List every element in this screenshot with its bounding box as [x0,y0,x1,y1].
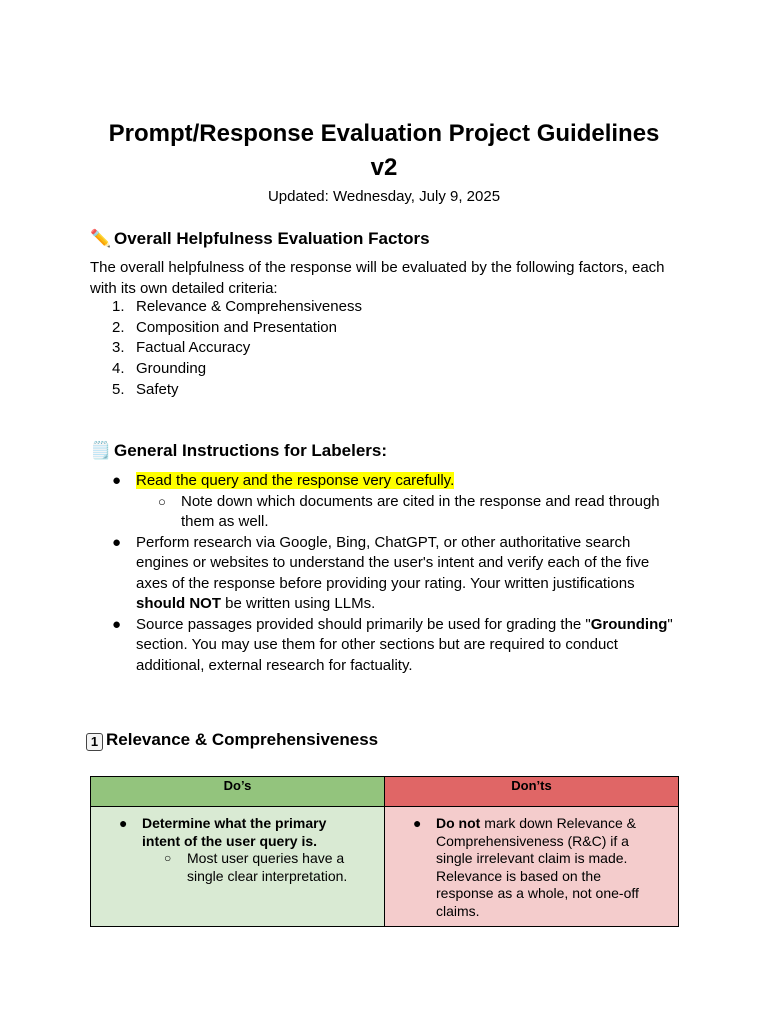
hollow-bullet-icon: ○ [164,851,172,865]
list-item: 1. Relevance & Comprehensiveness [112,298,362,315]
bullet-icon: ● [112,533,122,551]
instruction-list [90,471,690,676]
list-item [90,471,681,533]
heading-text: Relevance & Comprehensiveness [106,730,379,749]
factor-list [90,297,362,401]
list-item: ○ Most user queries have a single clear interpretation. [164,850,348,884]
bullet-icon: ● [413,815,422,831]
donts-cell [385,807,679,927]
section-heading-helpfulness-factors [90,228,430,250]
heading-text: Overall Helpfulness Evaluation Factors [114,229,430,248]
donts-header: Don’ts [385,777,679,807]
list-item: ● Perform research via Google, Bing, ChatGPT, or other authoritative search engines or websites to understand the user's intent and verify each of the five axes of the response before providing your rating. Your written justifications should NOT be written using LLMs. [112,533,650,612]
bullet-icon: ● [112,472,122,489]
hollow-bullet-icon: ○ [158,493,166,509]
list-item: 2. Composition and Presentation [112,318,337,336]
helpfulness-intro: The overall helpfulness of the response will be evaluated by the following factors, each with its own detailed criteria: [90,259,665,297]
list-item: ● Do not mark down Relevance & Comprehensiveness (R&C) if a single irrelevant claim is made. Relevance is based on the response as a whole, not one-off claims. [413,815,639,919]
highlighted-instruction: Read the query and the response very carefully. [136,472,455,489]
document-title [90,117,678,185]
list-item: ○ Note down which documents are cited in the response and read through them as well. [158,492,660,530]
list-item: 4. Grounding [112,360,207,378]
bullet-icon: ● [119,815,128,831]
notepad-icon: 🗒️ [90,441,112,460]
list-item: ● Determine what the primary intent of the user query is. ○ Most user queries have a single clear interpretation. [91,815,384,885]
list-item: 3. Factual Accuracy [112,339,251,357]
keycap-one-icon: 1 [86,733,103,751]
dos-donts-table [90,776,679,927]
title-line-1: Prompt/Response Evaluation Project Guidelines [108,120,660,147]
pencil-icon: ✏️ [90,229,112,248]
section-heading-general-instructions [90,440,387,462]
list-item: 5. Safety [112,380,179,398]
section-heading-relevance [86,729,378,751]
dos-header: Do’s [91,777,385,807]
updated-date: Updated: Wednesday, July 9, 2025 [267,188,501,205]
title-line-2: v2 [370,154,398,181]
heading-text: General Instructions for Labelers: [114,441,388,460]
dos-cell [91,807,385,927]
bullet-icon: ● [112,615,122,633]
list-item: ● Source passages provided should primarily be used for grading the "Grounding" section. You may use them for other sections but are required to conduct additional, external research for factuality. [112,615,673,674]
